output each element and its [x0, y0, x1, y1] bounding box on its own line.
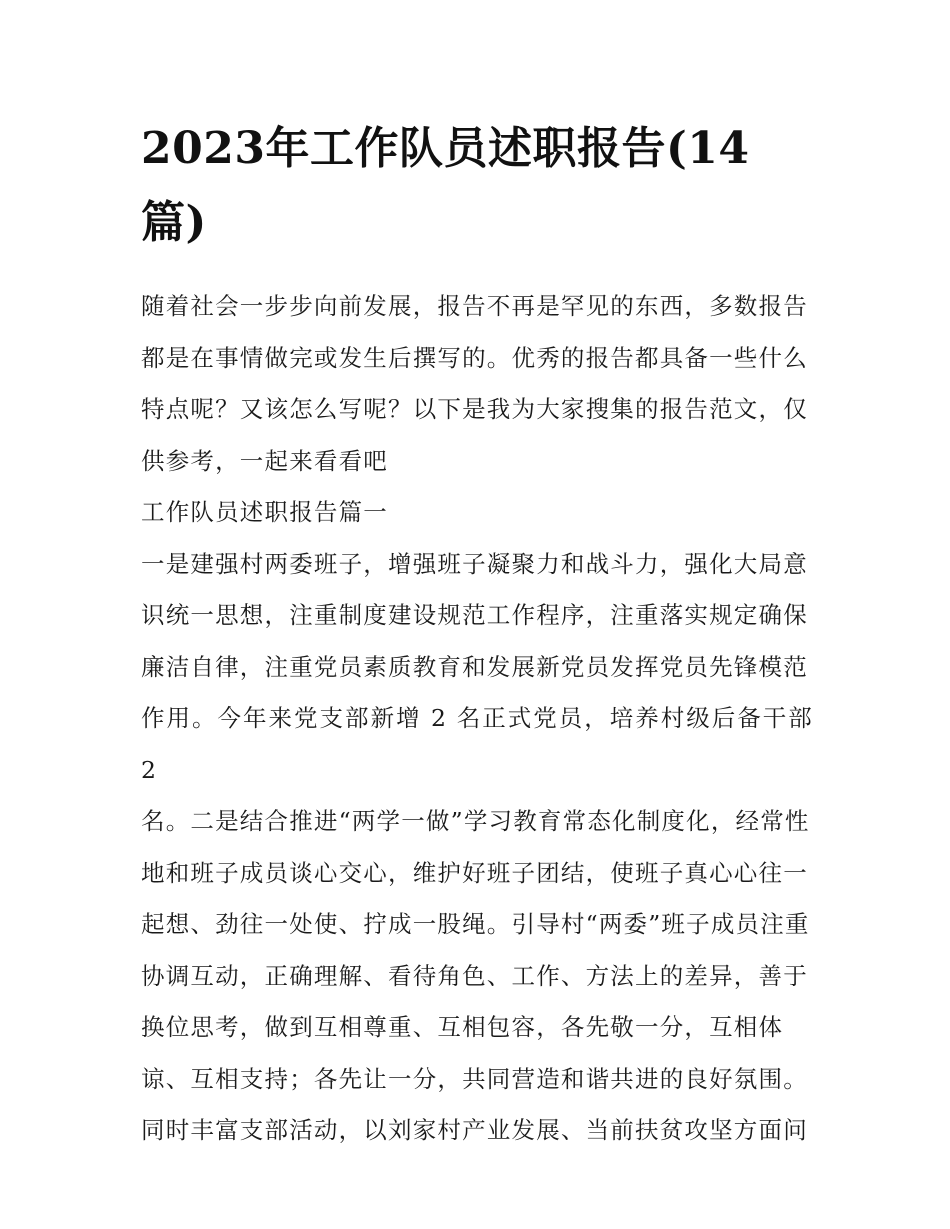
text-line: 特点呢？又该怎么写呢？以下是我为大家搜集的报告范文，仅 [141, 395, 808, 423]
title-line: 2023年工作队员述职报告(14 [141, 123, 750, 174]
title-line: 篇) [141, 197, 207, 248]
text-line: 换位思考，做到互相尊重、互相包容，各先敬一分，互相体 [141, 1013, 784, 1041]
section-heading: 工作队员述职报告篇一 [141, 498, 388, 526]
text-line: 都是在事情做完或发生后撰写的。优秀的报告都具备一些什么 [141, 343, 808, 372]
text-line: 同时丰富支部活动，以刘家村产业发展、当前扶贫攻坚方面问 [141, 1116, 808, 1144]
text-line: 谅、互相支持；各先让一分，共同营造和谐共进的良好氛围。 [141, 1064, 808, 1093]
text-line: 廉洁自律，注重党员素质教育和发展新党员发挥党员先锋模范 [141, 652, 808, 681]
text-line: 起想、劲往一处使、拧成一股绳。引导村“两委”班子成员注重 [141, 910, 810, 938]
text-line: 协调互动，正确理解、看待角色、工作、方法上的差异，善于 [141, 961, 808, 990]
text-line: 作用。今年来党支部新增 2 名正式党员，培养村级后备干部 2 [141, 704, 813, 784]
text-line: 识统一思想，注重制度建设规范工作程序，注重落实规定确保 [141, 601, 808, 629]
text-line: 名。二是结合推进“两学一做”学习教育常态化制度化，经常性 [141, 807, 810, 835]
text-line: 一是建强村两委班子，增强班子凝聚力和战斗力，强化大局意 [141, 549, 808, 578]
text-line: 地和班子成员谈心交心，维护好班子团结，使班子真心心往一 [141, 858, 808, 887]
body-paragraph [141, 539, 813, 1157]
text-line: 随着社会一步步向前发展，报告不再是罕见的东西，多数报告 [141, 292, 808, 320]
intro-paragraph [141, 281, 813, 487]
text-line: 供参考，一起来看看吧 [141, 446, 388, 475]
document-title [141, 112, 813, 260]
document-page [141, 112, 813, 1157]
